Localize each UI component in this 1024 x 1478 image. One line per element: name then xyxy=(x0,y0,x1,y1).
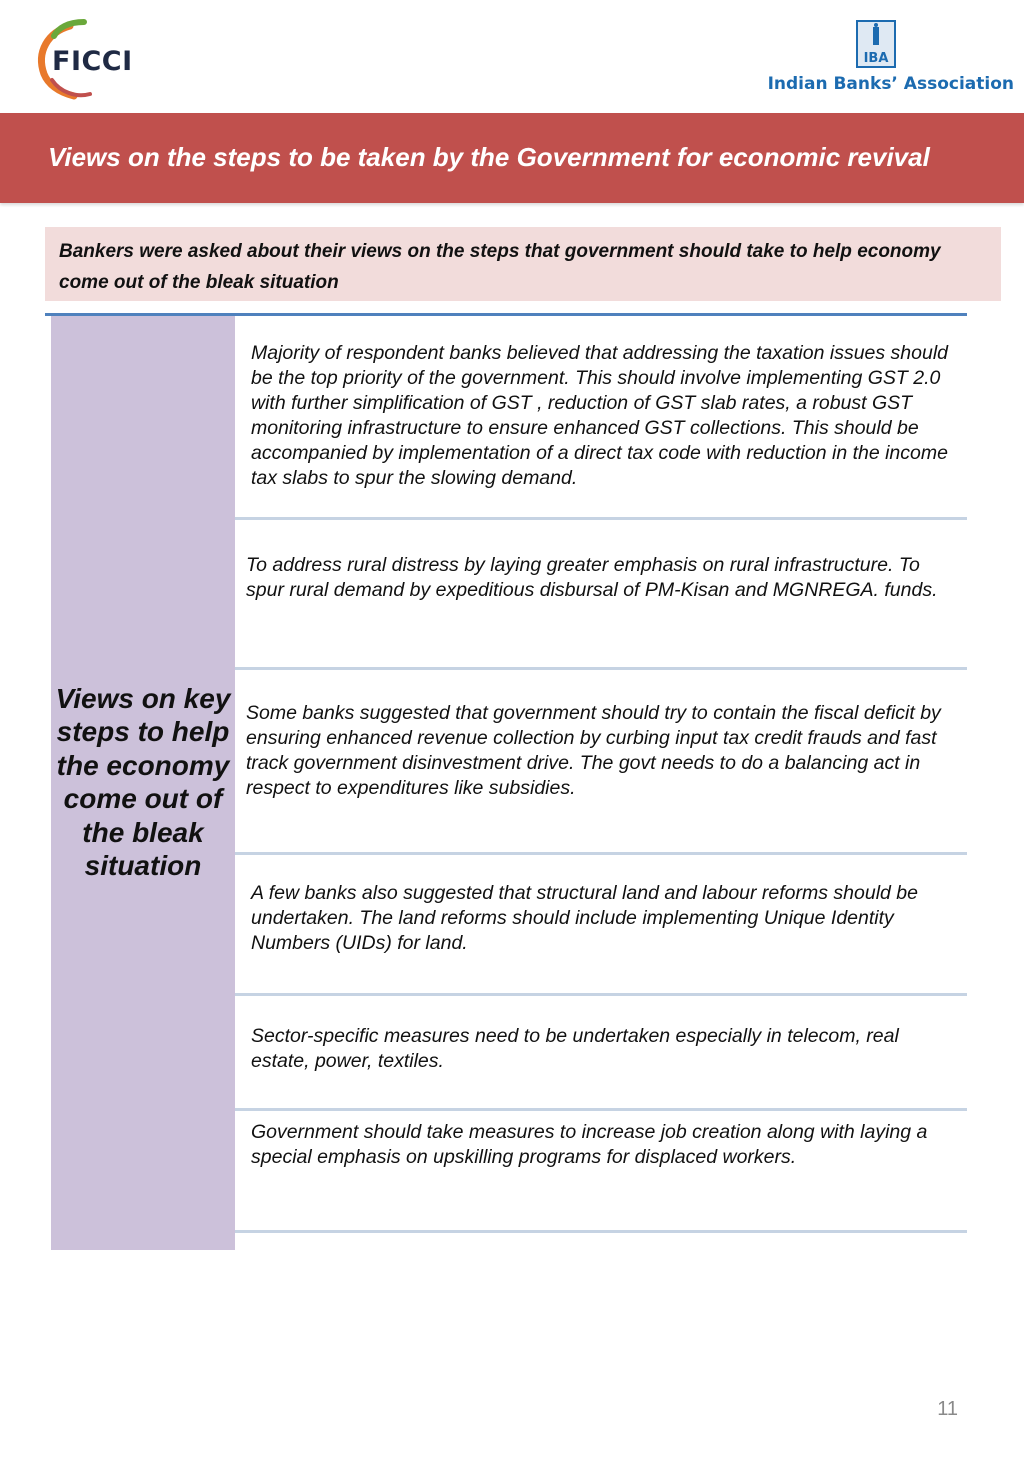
table-row-text: A few banks also suggested that structural land and labour reforms should be undertaken. The land reforms should include implementing Unique Identity Numbers (UIDs) for land. xyxy=(251,882,918,954)
left-column-heading: Views on key steps to help the economy come out of the bleak situation xyxy=(55,683,231,882)
ficci-logo-text: FICCI xyxy=(52,46,133,77)
table-row-text: Some banks suggested that government should try to contain the fiscal deficit by ensuring enhanced revenue collection by curbing input tax credit frauds and fast track government disinvestment drive. The govt needs to do a balancing act in respect to expenditures like subsidies. xyxy=(246,702,941,799)
table-row-text: Majority of respondent banks believed that addressing the taxation issues should be the top priority of the government. This should involve implementing GST 2.0 with further simplification of GST , reduction of GST slab rates, a robust GST monitoring infrastructure to ensure enhanced GST collections. This should be accompanied by implementation of a direct tax code with reduction in the income tax slabs to spur the slowing demand. xyxy=(251,342,949,489)
iba-logo-text: Indian Banks’ Association xyxy=(767,74,1014,94)
title-banner xyxy=(0,113,1024,203)
intro-text: Bankers were asked about their views on the steps that government should take to help economy come out of the bleak situation xyxy=(59,241,941,293)
table-row-text: Sector-specific measures need to be undertaken especially in telecom, real estate, power, textiles. xyxy=(251,1025,899,1072)
ficci-logo xyxy=(30,18,140,102)
table-row xyxy=(235,520,967,670)
table-row xyxy=(235,855,967,996)
intro-box xyxy=(45,227,1001,301)
table-row-text: Government should take measures to increase job creation along with laying a special emphasis on upskilling programs for displaced workers. xyxy=(251,1121,928,1168)
table-row xyxy=(235,1111,967,1233)
iba-mark-text: IBA xyxy=(863,51,889,66)
page-title: Views on the steps to be taken by the Government for economic revival xyxy=(48,142,930,172)
table-row-text: To address rural distress by laying greater emphasis on rural infrastructure. To spur rural demand by expeditious disbursal of PM-Kisan and MGNREGA. funds. xyxy=(246,554,938,601)
iba-mark-icon xyxy=(856,20,896,68)
page-number: 11 xyxy=(937,1398,958,1420)
table-row xyxy=(235,670,967,855)
table-row xyxy=(235,996,967,1111)
table-row xyxy=(235,316,967,520)
table-left-column xyxy=(51,316,235,1250)
iba-logo xyxy=(744,18,1014,98)
